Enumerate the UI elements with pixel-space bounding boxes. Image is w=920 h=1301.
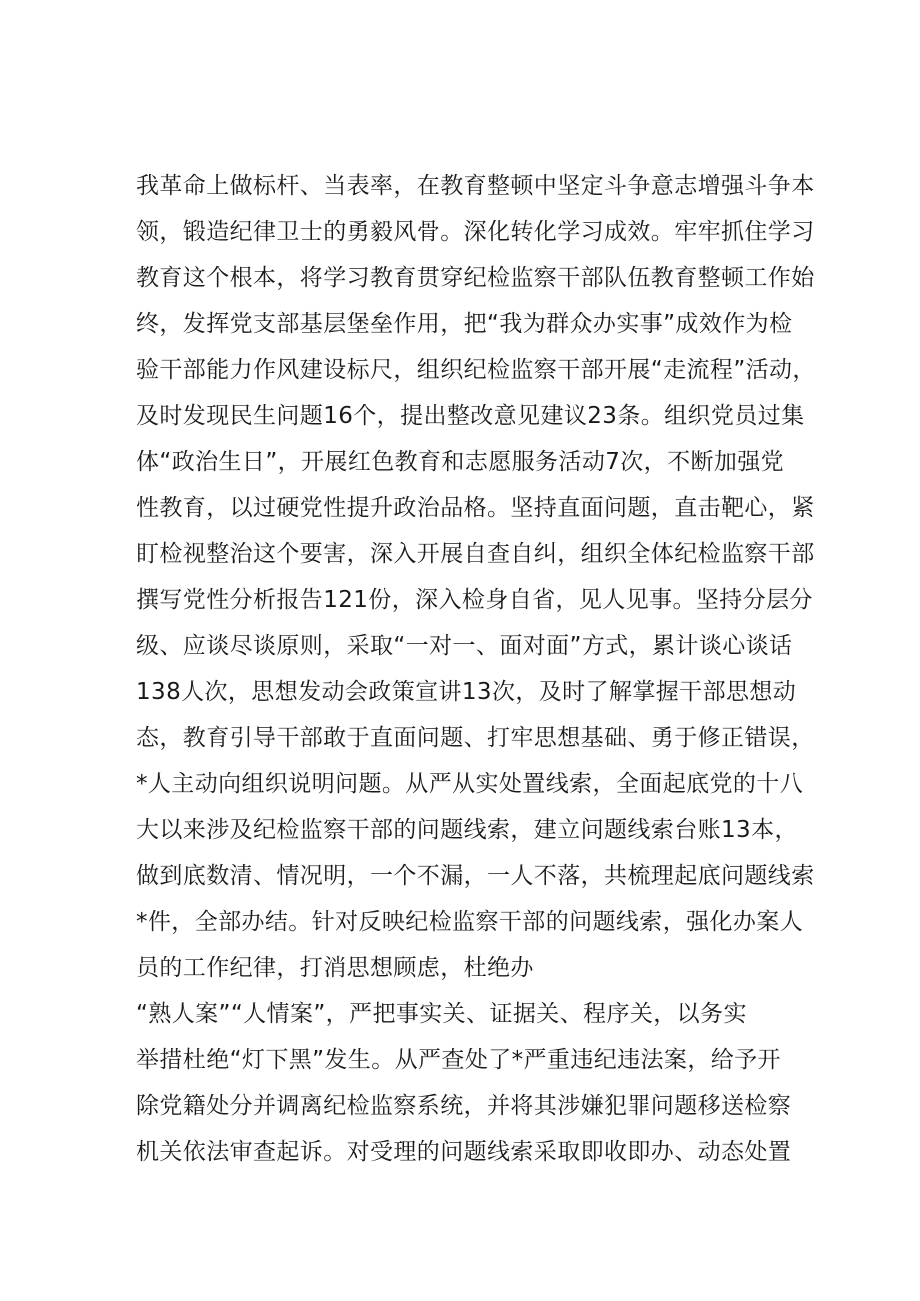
text-line: *人主动向组织说明问题。从严从实处置线索，全面起底党的十八	[136, 771, 804, 797]
text-line: 机关依法审查起诉。对受理的问题线索采取即收即办、动态处置	[136, 1139, 792, 1165]
text-line: “熟人案”“人情案”，严把事实关、证据关、程序关，以务实	[136, 1001, 747, 1027]
text-line: 盯检视整治这个要害，深入开展自查自纠，组织全体纪检监察干部	[136, 541, 815, 567]
text-line: 除党籍处分并调离纪检监察系统，并将其涉嫌犯罪问题移送检察	[136, 1093, 792, 1119]
text-line: 大以来涉及纪检监察干部的问题线索，建立问题线索台账13本，	[136, 817, 798, 843]
text-line: 及时发现民生问题16个，提出整改意见建议23条。组织党员过集	[136, 403, 805, 429]
text-line: 138人次，思想发动会政策宣讲13次，及时了解掌握干部思想动	[136, 679, 797, 705]
text-line: 验干部能力作风建设标尺，组织纪检监察干部开展“走流程”活动，	[136, 357, 816, 383]
text-line: 级、应谈尽谈原则，采取“一对一、面对面”方式，累计谈心谈话	[136, 633, 793, 659]
text-line: 举措杜绝“灯下黑”发生。从严查处了*严重违纪违法案，给予开	[136, 1047, 781, 1073]
text-line: *件，全部办结。针对反映纪检监察干部的问题线索，强化办案人	[136, 909, 804, 935]
text-line: 终，发挥党支部基层堡垒作用，把“我为群众办实事”成效作为检	[136, 311, 793, 337]
text-line: 态，教育引导干部敢于直面问题、打牢思想基础、勇于修正错误，	[136, 725, 815, 751]
text-line: 做到底数清、情况明，一个不漏，一人不落，共梳理起底问题线索	[136, 863, 815, 889]
text-line: 教育这个根本，将学习教育贯穿纪检监察干部队伍教育整顿工作始	[136, 265, 815, 291]
text-line: 撰写党性分析报告121份，深入检身自省，见人见事。坚持分层分	[136, 587, 813, 613]
text-line: 领，锻造纪律卫士的勇毅风骨。深化转化学习成效。牢牢抓住学习	[136, 219, 815, 245]
text-line: 体“政治生日”，开展红色教育和志愿服务活动7次，不断加强党	[136, 449, 785, 475]
text-line: 员的工作纪律，打消思想顾虑，杜绝办	[136, 955, 534, 981]
text-line: 我革命上做标杆、当表率，在教育整顿中坚定斗争意志增强斗争本	[136, 173, 815, 199]
text-line: 性教育，以过硬党性提升政治品格。坚持直面问题，直击靶心，紧	[136, 495, 815, 521]
body-text	[136, 163, 816, 1175]
